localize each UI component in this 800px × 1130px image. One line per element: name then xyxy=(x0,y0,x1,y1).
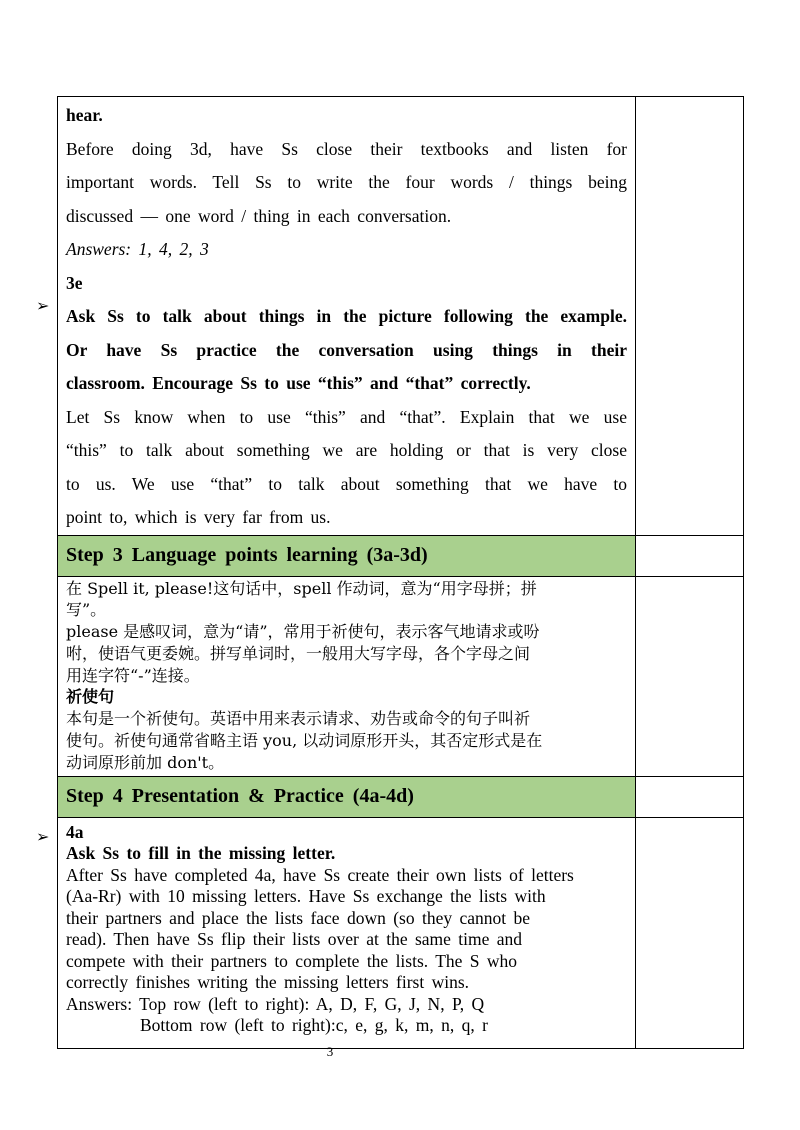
arrow-bullet-icon: ➢ xyxy=(36,827,50,846)
table-row xyxy=(58,97,744,536)
text-line: 使句。祈使句通常省略主语 you, 以动词原形开头，其否定形式是在 xyxy=(66,731,543,751)
step-title: Step 3 Language points learning (3a-3d) xyxy=(66,544,428,566)
table-row xyxy=(58,817,744,1048)
answers-line: Answers: 1, 4, 2, 3 xyxy=(66,239,209,259)
text-line: classroom. Encourage Ss to use “this” and “that” correctly. xyxy=(66,373,531,393)
notes-cell xyxy=(636,576,744,776)
text-line: Ask Ss to talk about things in the picture following the example. xyxy=(66,306,627,326)
text-line: their partners and place the lists face down (so they cannot be xyxy=(66,907,531,928)
notes-cell xyxy=(636,817,744,1048)
text-line: please 是感叹词，意为“请”，常用于祈使句，表示客气地请求或吩 xyxy=(66,622,540,642)
table-row xyxy=(58,576,744,776)
step-4-header xyxy=(58,776,636,817)
notes-cell xyxy=(636,776,744,817)
text-line: compete with their partners to complete the lists. The S who xyxy=(66,950,518,971)
answers-line: Bottom row (left to right):c, e, g, k, m, n, q, r xyxy=(140,1015,488,1035)
activity-4a-cell xyxy=(58,817,636,1048)
text-line: After Ss have completed 4a, have Ss create their own lists of letters xyxy=(66,864,574,885)
table-row xyxy=(58,535,744,576)
text-line: 咐，使语气更委婉。拼写单词时，一般用大写字母，各个字母之间 xyxy=(66,643,531,663)
table-row xyxy=(58,776,744,817)
notes-cell xyxy=(636,97,744,536)
language-points-cell xyxy=(58,576,636,776)
text-line: to us. We use “that” to talk about something that we have to xyxy=(66,473,627,494)
activity-3d-3e-cell xyxy=(58,97,636,536)
subheading-imperative: 祈使句 xyxy=(66,687,115,707)
text-line: 写”。 xyxy=(66,600,107,620)
text-line: 本句是一个祈使句。英语中用来表示请求、劝告或命令的句子叫祈 xyxy=(66,709,531,729)
step-3-header xyxy=(58,535,636,576)
text-line: point to, which is very far from us. xyxy=(66,507,331,527)
text-line: correctly finishes writing the missing letters first wins. xyxy=(66,972,470,992)
text-line: discussed — one word / thing in each conversation. xyxy=(66,205,452,226)
text-line: 在 Spell it, please!这句话中，spell 作动词，意为“用字母拼；拼 xyxy=(66,578,537,598)
text-line: 动词原形前加 don't。 xyxy=(66,752,225,772)
notes-cell xyxy=(636,535,744,576)
text-line: hear. xyxy=(66,105,103,125)
text-line: Ask Ss to fill in the missing letter. xyxy=(66,843,336,863)
answers-line: Answers: Top row (left to right): A, D, F, G, J, N, P, Q xyxy=(66,993,485,1014)
text-line: important words. Tell Ss to write the four words / things being xyxy=(66,172,627,192)
arrow-bullet-icon: ➢ xyxy=(36,296,50,315)
text-line: (Aa-Rr) with 10 missing letters. Have Ss exchange the lists with xyxy=(66,886,546,906)
section-label-4a: 4a xyxy=(66,821,84,842)
section-label-3e: 3e xyxy=(66,272,83,293)
text-line: 用连字符“-”连接。 xyxy=(66,665,200,685)
page-number: 3 xyxy=(326,1044,334,1059)
text-line: read). Then have Ss flip their lists over at the same time and xyxy=(66,929,523,949)
text-line: Before doing 3d, have Ss close their textbooks and listen for xyxy=(66,138,627,159)
step-title: Step 4 Presentation & Practice (4a-4d) xyxy=(66,785,414,807)
text-line: Let Ss know when to use “this” and “that”. Explain that we use xyxy=(66,406,627,427)
text-line: “this” to talk about something we are holding or that is very close xyxy=(66,440,627,460)
text-line: Or have Ss practice the conversation using things in their xyxy=(66,339,627,360)
lesson-plan-table xyxy=(57,96,744,1049)
